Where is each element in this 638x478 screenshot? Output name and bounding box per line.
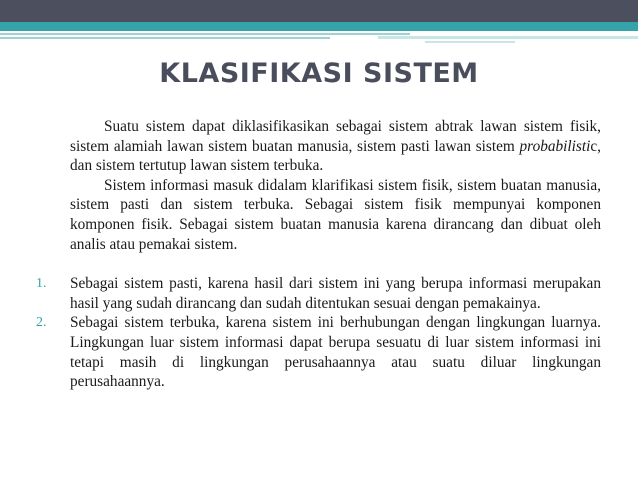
decorative-line — [0, 33, 410, 35]
paragraph-2: Sistem informasi masuk didalam klarifikasi sistem fisik, sistem buatan manusia, sistem pasti dan sistem terbuka. Sebagai sistem fisik mempunyai komponen komponen fisik. Sebagai sistem buatan manusia karena dirancang dan dibuat oleh analis atau pemakai sistem. — [70, 176, 601, 253]
spacer — [70, 254, 601, 274]
list-item — [36, 313, 601, 391]
decorative-line — [425, 41, 515, 43]
decorative-line — [378, 36, 638, 39]
paragraph-1-text-end: c, dan sistem tertutup lawan sistem terbuka. — [70, 137, 601, 175]
header-dark-bar — [0, 0, 638, 22]
list-item-number: 2. — [36, 315, 47, 331]
list-item-number: 1. — [36, 276, 47, 292]
list-item-text: Sebagai sistem pasti, karena hasil dari sistem ini yang berupa informasi merupakan hasil yang sudah dirancang dan sudah ditentukan sesuai dengan pemakainya. — [70, 275, 601, 312]
numbered-list — [36, 274, 601, 392]
decorative-line — [0, 37, 330, 39]
paragraph-1-italic-term: probabilisti — [519, 137, 591, 155]
paragraph-1 — [70, 117, 601, 176]
list-item — [36, 274, 601, 313]
header-teal-band — [0, 22, 638, 31]
paragraph-1-text-start: Suatu sistem dapat diklasifikasikan sebagai sistem abtrak lawan sistem fisik, sistem alamiah lawan sistem buatan manusia, sistem pasti lawan sistem — [70, 118, 601, 155]
slide-title: KLASIFIKASI SISTEM — [159, 58, 479, 89]
list-item-text: Sebagai sistem terbuka, karena sistem ini berhubungan dengan lingkungan luarnya. Lingkungan luar sistem informasi dapat berupa sesuatu di luar sistem informasi ini tetapi masih di lingkungan perusahaannya atau suatu diluar lingkungan perusahaannya. — [70, 314, 601, 391]
slide-body — [36, 117, 601, 392]
